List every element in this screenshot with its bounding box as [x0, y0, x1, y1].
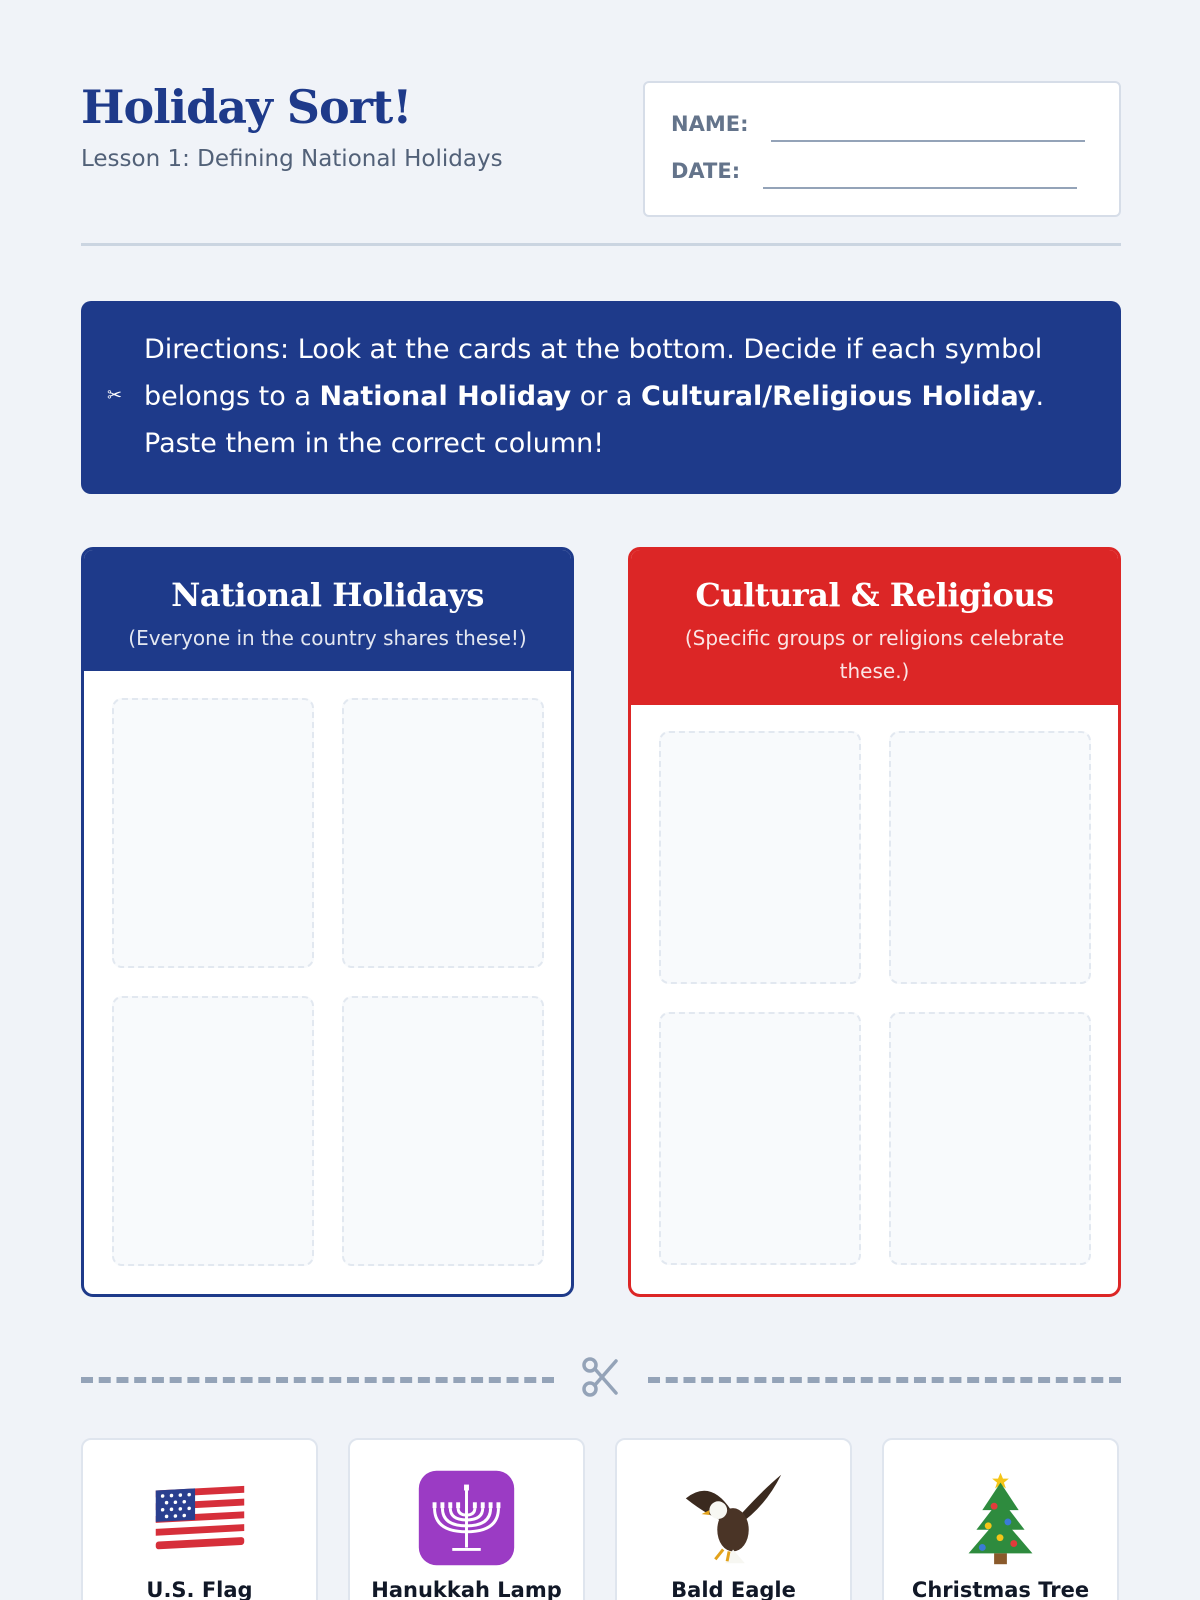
paste-slot[interactable]	[342, 698, 544, 968]
page-title: Holiday Sort!	[81, 80, 412, 134]
card-label: Hanukkah Lamp	[371, 1578, 562, 1600]
date-label: DATE:	[671, 159, 741, 183]
us-flag-icon	[83, 1468, 316, 1568]
paste-slot[interactable]	[112, 698, 314, 968]
menorah-icon	[350, 1468, 583, 1568]
cultural-column-subtitle: (Specific groups or religions celebrate these.)	[684, 626, 1065, 683]
christmas-tree-icon	[884, 1468, 1117, 1568]
card-label: Christmas Tree	[911, 1578, 1090, 1600]
paste-slot[interactable]	[889, 1012, 1091, 1265]
name-date-box	[643, 81, 1121, 217]
name-field[interactable]	[771, 140, 1085, 142]
national-column-subtitle: (Everyone in the country shares these!)	[128, 626, 527, 650]
paste-slot[interactable]	[342, 996, 544, 1266]
card-label: U.S. Flag	[146, 1578, 253, 1600]
worksheet-header	[81, 80, 1121, 217]
directions-box	[81, 301, 1121, 494]
paste-slot[interactable]	[659, 1012, 861, 1265]
national-holidays-column	[81, 547, 574, 1297]
paste-slot[interactable]	[659, 731, 861, 984]
cutout-card-christmas-tree[interactable]	[882, 1438, 1119, 1600]
name-label: NAME:	[671, 112, 749, 136]
lesson-subtitle: Lesson 1: Defining National Holidays	[81, 146, 503, 172]
cultural-column-header	[631, 550, 1118, 705]
cultural-religious-column	[628, 547, 1121, 1297]
national-column-header	[84, 550, 571, 671]
cutout-card-hanukkah-lamp[interactable]	[348, 1438, 585, 1600]
header-divider	[81, 243, 1121, 246]
directions-text: Directions: Look at the cards at the bottom. Decide if each symbol belongs to a National Holiday or a Cultural/Religious Holiday. Paste them in the correct column!	[144, 334, 1045, 459]
cultural-column-title: Cultural & Religious	[695, 576, 1054, 614]
bald-eagle-icon	[617, 1468, 850, 1568]
cutout-card-bald-eagle[interactable]	[615, 1438, 852, 1600]
paste-slot[interactable]	[112, 996, 314, 1266]
date-field[interactable]	[763, 187, 1077, 189]
scissors-icon: ✂	[107, 385, 123, 406]
paste-slot[interactable]	[889, 731, 1091, 984]
card-label: Bald Eagle	[671, 1578, 796, 1600]
cut-line-right	[648, 1377, 1121, 1383]
scissors-icon	[580, 1355, 620, 1399]
cut-line-left	[81, 1377, 554, 1383]
national-column-title: National Holidays	[171, 576, 484, 614]
cutout-card-us-flag[interactable]	[81, 1438, 318, 1600]
